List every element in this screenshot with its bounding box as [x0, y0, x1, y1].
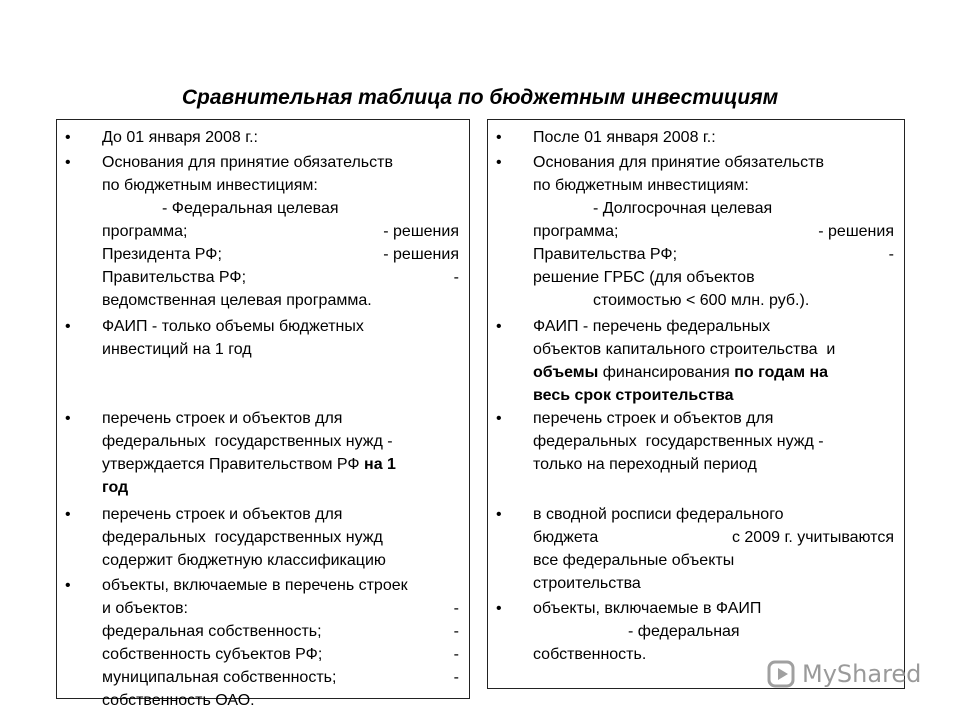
item-text: бюджета [533, 529, 599, 546]
watermark [766, 656, 926, 692]
item-text: - [888, 246, 894, 263]
bullet-icon: • [496, 506, 502, 523]
item-text: Правительства РФ; [102, 269, 247, 286]
item-text: После 01 января 2008 г.: [533, 129, 716, 146]
list-item [488, 407, 894, 476]
item-text: - федеральная [628, 623, 740, 640]
item-text: - [453, 600, 459, 617]
list-item [488, 315, 894, 407]
bullet-icon: • [65, 318, 71, 335]
list-item [488, 503, 894, 595]
list-item [488, 126, 894, 149]
bullet-icon: • [65, 577, 71, 594]
item-text: по бюджетным инвестициям: [533, 177, 749, 194]
bullet-icon: • [496, 600, 502, 617]
item-text-bold: объемы [533, 364, 599, 381]
bullet-icon: • [496, 410, 502, 427]
bullet-icon: • [65, 506, 71, 523]
item-text: содержит бюджетную классификацию [102, 552, 386, 569]
item-text: программа; [533, 223, 619, 240]
item-text-bold: по годам на [734, 364, 829, 381]
item-text: федеральная собственность; [102, 623, 322, 640]
item-text: - [453, 646, 459, 663]
right-panel [487, 119, 905, 689]
item-text: утверждается Правительством РФ [102, 456, 365, 473]
item-text: - решения [383, 223, 459, 240]
item-text: ведомственная целевая программа. [102, 292, 372, 309]
item-text: - решения [383, 246, 459, 263]
item-text: в сводной росписи федерального [533, 506, 784, 523]
item-text: собственность. [533, 646, 647, 663]
left-panel [56, 119, 470, 709]
bullet-icon: • [65, 154, 71, 171]
item-text: ФАИП - перечень федеральных [533, 318, 771, 335]
item-text: - [453, 269, 459, 286]
item-text: все федеральные объекты [533, 552, 735, 569]
list-item [57, 407, 459, 499]
item-text: - [453, 669, 459, 686]
item-text: объекты, включаемые в перечень строек [102, 577, 408, 594]
item-text: собственность субъектов РФ; [102, 646, 323, 663]
item-text: Основания для принятие обязательств [533, 154, 824, 171]
item-text: Президента РФ; [102, 246, 222, 263]
item-text: с 2009 г. учитываются [731, 529, 894, 546]
item-text: Основания для принятие обязательств [102, 154, 393, 171]
item-text: федеральных государственных нужд - [533, 433, 824, 450]
item-text: перечень строек и объектов для [102, 506, 343, 523]
item-text: перечень строек и объектов для [533, 410, 774, 427]
item-text: инвестиций на 1 год [102, 341, 252, 358]
item-text: решение ГРБС (для объектов [533, 269, 755, 286]
item-text: - решения [818, 223, 894, 240]
item-text: строительства [533, 575, 641, 592]
item-text: только на переходный период [533, 456, 757, 473]
page-title: Сравнительная таблица по бюджетным инвестициям [181, 86, 779, 109]
item-text: объекты, включаемые в ФАИП [533, 600, 762, 617]
list-item [488, 151, 894, 312]
item-text: и объектов: [102, 600, 188, 617]
item-text: ФАИП - только объемы бюджетных [102, 318, 364, 335]
item-text: по бюджетным инвестициям: [102, 177, 318, 194]
item-text-bold: на 1 [364, 456, 396, 473]
bullet-icon: • [65, 410, 71, 427]
watermark-text: MyShared [802, 660, 922, 688]
bullet-icon: • [496, 129, 502, 146]
item-text: собственность ОАО. [102, 692, 255, 709]
item-text: - [453, 623, 459, 640]
item-text: - Федеральная целевая [162, 200, 339, 217]
list-item [57, 315, 459, 361]
bullet-icon: • [65, 129, 71, 146]
item-text: федеральных государственных нужд [102, 529, 383, 546]
bullet-icon: • [496, 154, 502, 171]
item-text: стоимостью < 600 млн. руб.). [593, 292, 810, 309]
item-text-bold: весь срок строительства [533, 387, 734, 404]
item-text: программа; [102, 223, 188, 240]
item-text: объектов капитального строительства и [533, 341, 836, 358]
myshared-logo-icon [766, 659, 796, 689]
list-item [57, 503, 459, 572]
list-item [57, 151, 459, 312]
item-text: До 01 января 2008 г.: [102, 129, 258, 146]
item-text-bold: год [102, 479, 129, 496]
item-text: федеральных государственных нужд - [102, 433, 393, 450]
list-item [57, 126, 459, 149]
item-text: муниципальная собственность; [102, 669, 337, 686]
list-item [57, 574, 459, 712]
item-text: финансирования [598, 364, 735, 381]
item-text: Правительства РФ; [533, 246, 678, 263]
bullet-icon: • [496, 318, 502, 335]
item-text: перечень строек и объектов для [102, 410, 343, 427]
item-text: - Долгосрочная целевая [593, 200, 773, 217]
